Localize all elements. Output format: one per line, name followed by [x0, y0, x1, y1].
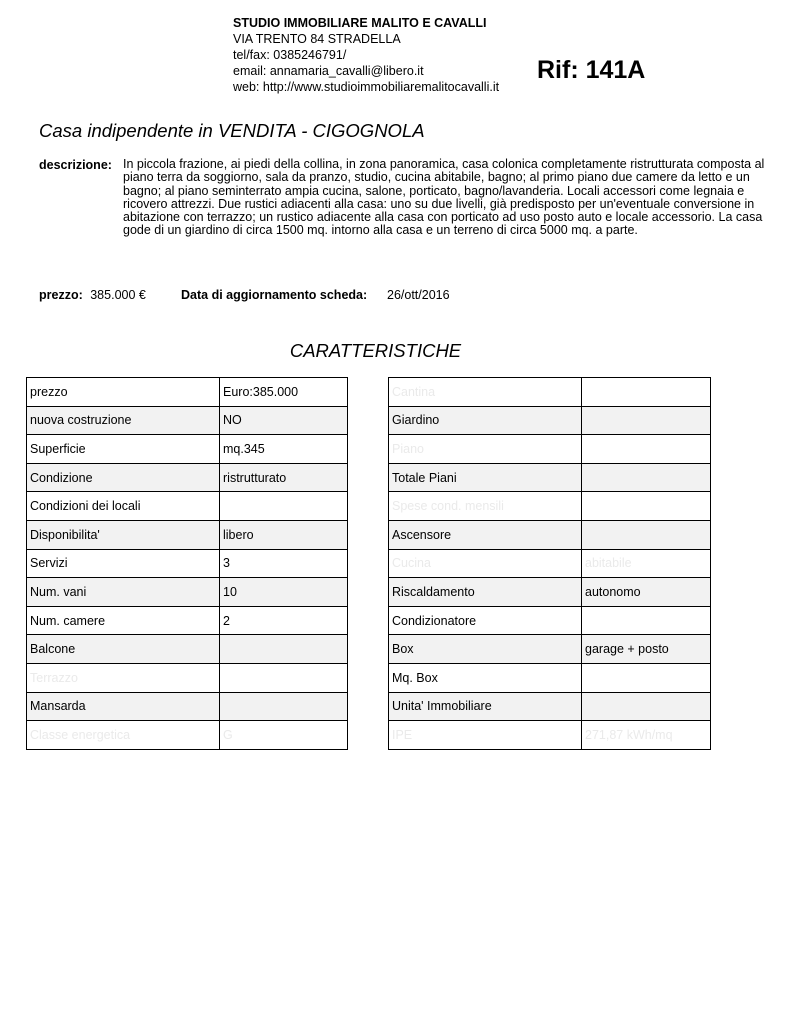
feature-key: Mansarda — [27, 692, 220, 721]
feature-value — [582, 435, 711, 464]
feature-row — [27, 463, 348, 492]
listing-title: Casa indipendente in VENDITA - CIGOGNOLA — [39, 120, 425, 141]
feature-key: Piano — [389, 435, 582, 464]
update-date-value: 26/ott/2016 — [387, 288, 450, 302]
feature-row — [389, 492, 711, 521]
feature-key: Ascensore — [389, 520, 582, 549]
feature-value: garage + posto — [582, 635, 711, 664]
agency-web: web: http://www.studioimmobiliaremalitocavalli.it — [233, 80, 500, 94]
feature-key: Terrazzo — [27, 663, 220, 692]
feature-row — [27, 606, 348, 635]
feature-row — [389, 549, 711, 578]
agency-name: STUDIO IMMOBILIARE MALITO E CAVALLI — [233, 16, 487, 30]
agency-header — [233, 15, 499, 95]
price-value: 385.000 € — [90, 288, 146, 302]
feature-key: IPE — [389, 721, 582, 750]
reference-code: Rif: 141A — [537, 56, 646, 84]
feature-row — [27, 663, 348, 692]
feature-row — [27, 692, 348, 721]
feature-key: Condizionatore — [389, 606, 582, 635]
feature-key: nuova costruzione — [27, 406, 220, 435]
feature-row — [27, 721, 348, 750]
feature-key: Giardino — [389, 406, 582, 435]
feature-value: NO — [220, 406, 348, 435]
feature-key: Classe energetica — [27, 721, 220, 750]
features-table-right — [388, 377, 711, 750]
feature-row — [27, 520, 348, 549]
feature-value: 271,87 kWh/mq — [582, 721, 711, 750]
feature-row — [389, 378, 711, 407]
feature-row — [27, 435, 348, 464]
update-date-label: Data di aggiornamento scheda: — [181, 288, 368, 302]
description-label: descrizione: — [39, 158, 112, 172]
feature-key: Num. vani — [27, 578, 220, 607]
feature-row — [389, 463, 711, 492]
feature-key: Condizioni dei locali — [27, 492, 220, 521]
feature-value — [582, 692, 711, 721]
feature-value: ristrutturato — [220, 463, 348, 492]
feature-row — [27, 492, 348, 521]
feature-value — [582, 463, 711, 492]
agency-address: VIA TRENTO 84 STRADELLA — [233, 32, 401, 46]
feature-row — [389, 663, 711, 692]
feature-key: Unita' Immobiliare — [389, 692, 582, 721]
feature-value — [582, 520, 711, 549]
feature-value — [220, 692, 348, 721]
feature-value: Euro:385.000 — [220, 378, 348, 407]
section-title: CARATTERISTICHE — [289, 340, 462, 361]
feature-key: Num. camere — [27, 606, 220, 635]
feature-key: Spese cond. mensili — [389, 492, 582, 521]
feature-key: prezzo — [27, 378, 220, 407]
feature-key: Disponibilita' — [27, 520, 220, 549]
feature-key: Superficie — [27, 435, 220, 464]
feature-row — [389, 435, 711, 464]
feature-row — [389, 721, 711, 750]
feature-key: Servizi — [27, 549, 220, 578]
feature-row — [389, 635, 711, 664]
price-label: prezzo: — [39, 288, 83, 302]
feature-key: Condizione — [27, 463, 220, 492]
feature-row — [27, 378, 348, 407]
feature-value: 2 — [220, 606, 348, 635]
feature-key: Riscaldamento — [389, 578, 582, 607]
feature-value — [582, 378, 711, 407]
feature-value — [582, 492, 711, 521]
feature-row — [389, 578, 711, 607]
description-text: In piccola frazione, ai piedi della collina, in zona panoramica, casa colonica completamente ristrutturata composta al piano terra da soggiorno, sala da pranzo, studio, cucina abitabile, bagno; al primo piano due camere da letto e un bagno; al piano seminterrato ampia cucina, salone, porticato, bagno/lavanderia. Locali accessori come legnaia e ricovero attrezzi. Due rustici adiacenti alla casa: uno su due livelli, già predisposto per un'eventuale conversione in abitazione con terrazzo; un rustico adiacente alla casa con porticato ad uso posto auto e locale accessorio. La casa gode di un giardino di circa 1500 mq. intorno alla casa e un terreno di circa 5000 mq. a parte. — [123, 157, 765, 238]
feature-row — [389, 520, 711, 549]
agency-phone: tel/fax: 0385246791/ — [233, 48, 347, 62]
features-table-left — [26, 377, 348, 750]
feature-value: 3 — [220, 549, 348, 578]
agency-email: email: annamaria_cavalli@libero.it — [233, 64, 424, 78]
feature-value: libero — [220, 520, 348, 549]
feature-value: 10 — [220, 578, 348, 607]
feature-value — [220, 663, 348, 692]
feature-key: Box — [389, 635, 582, 664]
feature-value — [582, 606, 711, 635]
feature-row — [389, 692, 711, 721]
feature-row — [27, 635, 348, 664]
feature-key: Cucina — [389, 549, 582, 578]
feature-value — [220, 635, 348, 664]
feature-row — [389, 406, 711, 435]
feature-value: abitabile — [582, 549, 711, 578]
feature-value: autonomo — [582, 578, 711, 607]
feature-value — [220, 492, 348, 521]
feature-row — [27, 549, 348, 578]
feature-value: mq.345 — [220, 435, 348, 464]
feature-row — [27, 406, 348, 435]
feature-row — [389, 606, 711, 635]
feature-row — [27, 578, 348, 607]
feature-value: G — [220, 721, 348, 750]
feature-key: Balcone — [27, 635, 220, 664]
feature-key: Totale Piani — [389, 463, 582, 492]
feature-key: Mq. Box — [389, 663, 582, 692]
feature-value — [582, 406, 711, 435]
feature-key: Cantina — [389, 378, 582, 407]
price-row — [39, 288, 450, 302]
feature-value — [582, 663, 711, 692]
